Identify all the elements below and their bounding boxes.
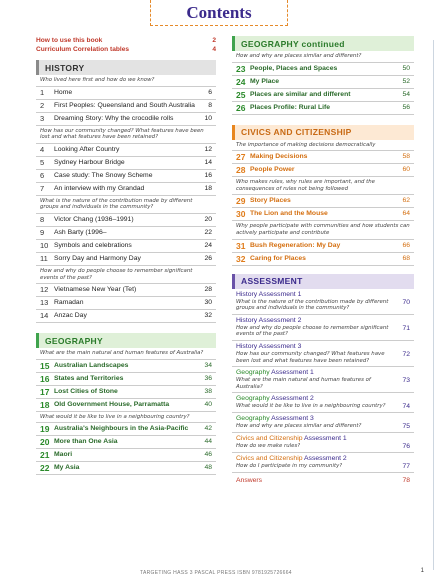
intro-label: Curriculum Correlation tables <box>36 46 130 53</box>
entry-page: 22 <box>204 228 212 236</box>
answers-row[interactable] <box>232 473 414 488</box>
focus-question: What are the main natural and human features of Australia? <box>36 348 216 360</box>
civics-list <box>232 140 414 266</box>
entry-title: Anzac Day <box>54 312 87 320</box>
toc-entry[interactable] <box>36 157 216 170</box>
entry-title: Dreaming Story: Why the crocodile rolls <box>54 114 174 122</box>
answers-page: 78 <box>402 477 410 485</box>
assessment-title <box>236 455 410 463</box>
assessment-question: What is the nature of the contribution made by different groups and individuals in the community? <box>236 298 389 312</box>
entry-page: 50 <box>402 64 410 72</box>
toc-entry[interactable] <box>232 208 414 221</box>
entry-page: 42 <box>204 425 212 433</box>
page-title-box <box>150 0 288 26</box>
assessment-number: Assessment 2 <box>269 395 314 403</box>
entry-number: 15 <box>40 360 50 371</box>
entry-number: 19 <box>40 424 50 435</box>
assessment-detail <box>236 325 410 338</box>
assessment-detail <box>236 299 410 312</box>
entry-title: People, Places and Spaces <box>250 64 338 72</box>
assessment-heading: ASSESSMENT <box>232 274 414 289</box>
entry-page: 10 <box>204 114 212 122</box>
entry-number: 17 <box>40 386 50 397</box>
assessment-number: Assessment 3 <box>269 415 314 423</box>
assessment-page: 72 <box>402 350 410 358</box>
geography-heading: GEOGRAPHY <box>36 333 216 348</box>
entry-page: 36 <box>204 374 212 382</box>
toc-entry[interactable] <box>36 183 216 196</box>
geography-continued-section <box>232 36 414 115</box>
assessment-question: How has our community changed? What features have been lost and what features have been retained? <box>236 350 385 364</box>
assessment-entry[interactable] <box>232 341 414 367</box>
toc-entry[interactable] <box>36 423 216 436</box>
assessment-subject: Civics and Citizenship <box>236 435 303 443</box>
entry-page: 38 <box>204 387 212 395</box>
entry-number: 2 <box>40 100 45 110</box>
entry-title: My Place <box>250 77 280 85</box>
entry-page: 34 <box>204 361 212 369</box>
entry-number: 28 <box>236 165 246 176</box>
entry-number: 20 <box>40 437 50 448</box>
toc-entry[interactable] <box>36 87 216 100</box>
assessment-title <box>236 395 410 403</box>
focus-question: What is the nature of the contribution made by different groups and individuals in the community? <box>36 196 216 214</box>
assessment-title <box>236 435 410 443</box>
entry-number: 32 <box>236 253 246 264</box>
entry-number: 26 <box>236 102 246 113</box>
entry-page: 52 <box>402 77 410 85</box>
focus-question: How has our community changed? What features have been lost and what features have been retained? <box>36 126 216 144</box>
geography-continued-heading: GEOGRAPHY continued <box>232 36 414 51</box>
entry-number: 3 <box>40 113 45 123</box>
entry-page: 14 <box>204 158 212 166</box>
entry-page: 32 <box>204 312 212 320</box>
toc-entry[interactable] <box>36 144 216 157</box>
entry-title: First Peoples: Queensland and South Australia <box>54 101 195 109</box>
entry-title: Victor Chang (1936–1991) <box>54 215 134 223</box>
entry-title: Places Profile: Rural Life <box>250 103 331 111</box>
toc-entry[interactable] <box>232 63 414 76</box>
toc-entry[interactable] <box>36 297 216 310</box>
entry-title: Home <box>54 88 73 96</box>
entry-page: 60 <box>402 166 410 174</box>
entry-page: 8 <box>208 101 212 109</box>
entry-number: 16 <box>40 373 50 384</box>
entry-number: 12 <box>40 285 49 295</box>
assessment-number: Assessment 3 <box>257 342 302 350</box>
toc-entry[interactable] <box>232 164 414 177</box>
assessment-number: Assessment 2 <box>257 316 302 324</box>
assessment-entry[interactable] <box>232 433 414 453</box>
entry-title: Symbols and celebrations <box>54 241 132 249</box>
assessment-page: 73 <box>402 377 410 385</box>
entry-number: 7 <box>40 183 45 193</box>
assessment-page: 70 <box>402 298 410 306</box>
toc-entry[interactable] <box>36 253 216 266</box>
assessment-detail <box>236 377 410 390</box>
entry-number: 1 <box>40 87 45 97</box>
entry-page: 48 <box>204 464 212 472</box>
assessment-entry[interactable] <box>232 413 414 433</box>
toc-entry[interactable] <box>36 113 216 126</box>
focus-question: How and why do people choose to remember significant events of the past? <box>36 266 216 284</box>
assessment-title <box>236 291 410 299</box>
entry-page: 62 <box>402 197 410 205</box>
toc-entry[interactable] <box>36 360 216 373</box>
assessment-question: What would it be like to live in a neighbouring country? <box>236 403 386 410</box>
focus-question: How and why are places similar and different? <box>232 51 414 63</box>
footer-text: TARGETING HASS 3 PASCAL PRESS ISBN 9781925726664 <box>140 570 292 576</box>
assessment-detail <box>236 463 410 470</box>
toc-entry[interactable] <box>232 195 414 208</box>
entry-page: 20 <box>204 215 212 223</box>
geography-list <box>36 348 216 475</box>
history-heading: HISTORY <box>36 60 216 75</box>
civics-heading: CIVICS AND CITIZENSHIP <box>232 125 414 140</box>
entry-page: 18 <box>204 184 212 192</box>
entry-title: People Power <box>250 166 295 174</box>
entry-number: 4 <box>40 144 45 154</box>
toc-entry[interactable] <box>36 214 216 227</box>
entry-title: Caring for Places <box>250 254 306 262</box>
entry-title: Sydney Harbour Bridge <box>54 158 125 166</box>
assessment-entry[interactable] <box>232 315 414 341</box>
assessment-detail <box>236 403 410 410</box>
toc-entry[interactable] <box>232 253 414 266</box>
left-column <box>36 36 216 475</box>
entry-number: 11 <box>40 253 48 263</box>
entry-number: 9 <box>40 227 45 237</box>
intro-list <box>36 36 216 54</box>
toc-entry[interactable] <box>36 227 216 240</box>
entry-page: 54 <box>402 90 410 98</box>
entry-page: 56 <box>402 103 410 111</box>
toc-entry[interactable] <box>36 386 216 399</box>
entry-page: 66 <box>402 241 410 249</box>
page-title: Contents <box>186 2 252 22</box>
toc-entry[interactable] <box>36 100 216 113</box>
entry-number: 6 <box>40 170 45 180</box>
assessment-subject: Civics and Citizenship <box>236 455 303 463</box>
geography-section <box>36 333 216 475</box>
entry-number: 14 <box>40 311 49 321</box>
entry-number: 22 <box>40 463 50 474</box>
entry-page: 26 <box>204 254 212 262</box>
toc-entry[interactable] <box>36 310 216 323</box>
entry-number: 5 <box>40 157 45 167</box>
assessment-number: Assessment 1 <box>269 369 314 377</box>
civics-section <box>232 125 414 266</box>
entry-title: Australian Landscapes <box>54 361 129 369</box>
assessment-list <box>232 289 414 474</box>
toc-entry[interactable] <box>232 76 414 89</box>
entry-title: States and Territories <box>54 374 124 382</box>
intro-page: 4 <box>212 46 216 53</box>
entry-title: Maori <box>54 451 73 459</box>
toc-entry[interactable] <box>232 151 414 164</box>
assessment-subject: Geography <box>236 395 270 403</box>
entry-number: 23 <box>236 63 246 74</box>
assessment-detail <box>236 443 410 450</box>
intro-item[interactable] <box>36 45 216 54</box>
entry-page: 6 <box>208 88 212 96</box>
focus-question: Who makes rules, why rules are important, and the consequences of rules not being followed <box>232 177 414 195</box>
entry-title: Looking After Country <box>54 145 120 153</box>
assessment-subject: Geography <box>236 369 270 377</box>
entry-page: 40 <box>204 400 212 408</box>
assessment-entry[interactable] <box>232 453 414 473</box>
entry-number: 25 <box>236 89 246 100</box>
assessment-question: How do I participate in my community? <box>236 463 343 470</box>
entry-page: 24 <box>204 241 212 249</box>
entry-title: Making Decisions <box>250 153 308 161</box>
entry-page: 16 <box>204 171 212 179</box>
assessment-subject: History <box>236 342 258 350</box>
entry-title: Places are similar and different <box>250 90 351 98</box>
assessment-section <box>232 274 414 489</box>
toc-entry[interactable] <box>36 436 216 449</box>
entry-title: Sorry Day and Harmony Day <box>54 254 141 262</box>
assessment-question: What are the main natural and human features of Australia? <box>236 377 371 390</box>
entry-number: 21 <box>40 450 50 461</box>
entry-number: 27 <box>236 152 246 163</box>
entry-title: Vietnamese New Year (Tet) <box>54 286 137 294</box>
entry-title: Case study: The Snowy Scheme <box>54 171 153 179</box>
assessment-page: 76 <box>402 443 410 451</box>
entry-number: 31 <box>236 240 246 251</box>
entry-page: 30 <box>204 299 212 307</box>
entry-title: Australia's Neighbours in the Asia-Pacific <box>54 425 189 433</box>
toc-entry[interactable] <box>36 462 216 475</box>
toc-entry[interactable] <box>36 284 216 297</box>
margin-rule <box>433 40 434 570</box>
entry-number: 13 <box>40 298 49 308</box>
entry-title: My Asia <box>54 464 80 472</box>
entry-title: Bush Regeneration: My Day <box>250 241 341 249</box>
toc-entry[interactable] <box>36 240 216 253</box>
page-number: 1 <box>420 568 424 574</box>
entry-title: Lost Cities of Stone <box>54 387 118 395</box>
assessment-question: How and why are places similar and different? <box>236 423 362 430</box>
assessment-number: Assessment 1 <box>302 435 347 443</box>
entry-title: The Lion and the Mouse <box>250 210 328 218</box>
focus-question: Who lived here first and how do we know? <box>36 75 216 87</box>
geography-continued-list <box>232 51 414 115</box>
entry-page: 64 <box>402 210 410 218</box>
assessment-subject: History <box>236 316 258 324</box>
entry-page: 58 <box>402 153 410 161</box>
entry-number: 10 <box>40 240 49 250</box>
entry-page: 46 <box>204 451 212 459</box>
intro-page: 2 <box>212 37 216 44</box>
intro-item[interactable] <box>36 36 216 45</box>
assessment-question: How do we make rules? <box>236 443 301 450</box>
assessment-title <box>236 369 410 377</box>
entry-page: 12 <box>204 145 212 153</box>
entry-title: An interview with my Grandad <box>54 184 145 192</box>
assessment-detail <box>236 423 410 430</box>
focus-question: The importance of making decisions democratically <box>232 140 414 152</box>
focus-question: What would it be like to live in a neighbouring country? <box>36 412 216 424</box>
assessment-entry[interactable] <box>232 393 414 413</box>
toc-entry[interactable] <box>36 449 216 462</box>
entry-title: Ash Barty (1996– <box>54 228 107 236</box>
assessment-page: 75 <box>402 423 410 431</box>
entry-page: 68 <box>402 254 410 262</box>
right-column <box>232 36 414 488</box>
toc-entry[interactable] <box>232 102 414 115</box>
assessment-page: 74 <box>402 403 410 411</box>
intro-label: How to use this book <box>36 37 103 44</box>
assessment-entry[interactable] <box>232 289 414 315</box>
history-section <box>36 60 216 323</box>
entry-title: Ramadan <box>54 299 84 307</box>
entry-page: 44 <box>204 438 212 446</box>
entry-number: 8 <box>40 214 45 224</box>
toc-entry[interactable] <box>36 373 216 386</box>
entry-number: 30 <box>236 209 246 220</box>
focus-question: Why people participate with communities and how students can actively participate and contribute <box>232 221 414 239</box>
entry-page: 28 <box>204 286 212 294</box>
entry-title: More than One Asia <box>54 438 118 446</box>
toc-entry[interactable] <box>36 170 216 183</box>
toc-entry[interactable] <box>232 240 414 253</box>
entry-number: 24 <box>236 76 246 87</box>
assessment-number: Assessment 2 <box>302 455 347 463</box>
assessment-page: 77 <box>402 463 410 471</box>
assessment-detail <box>236 351 410 364</box>
entry-title: Old Government House, Parramatta <box>54 400 170 408</box>
assessment-subject: History <box>236 290 258 298</box>
assessment-question: How and why do people choose to remember significant events of the past? <box>236 324 389 338</box>
entry-number: 18 <box>40 399 50 410</box>
answers-label: Answers <box>236 477 263 485</box>
assessment-title <box>236 343 410 351</box>
assessment-title <box>236 317 410 325</box>
entry-title: Story Places <box>250 197 291 205</box>
assessment-number: Assessment 1 <box>257 290 302 298</box>
assessment-title <box>236 415 410 423</box>
assessment-subject: Geography <box>236 415 270 423</box>
toc-entry[interactable] <box>36 399 216 412</box>
assessment-entry[interactable] <box>232 367 414 393</box>
toc-entry[interactable] <box>232 89 414 102</box>
entry-number: 29 <box>236 196 246 207</box>
assessment-page: 71 <box>402 324 410 332</box>
history-list <box>36 75 216 323</box>
